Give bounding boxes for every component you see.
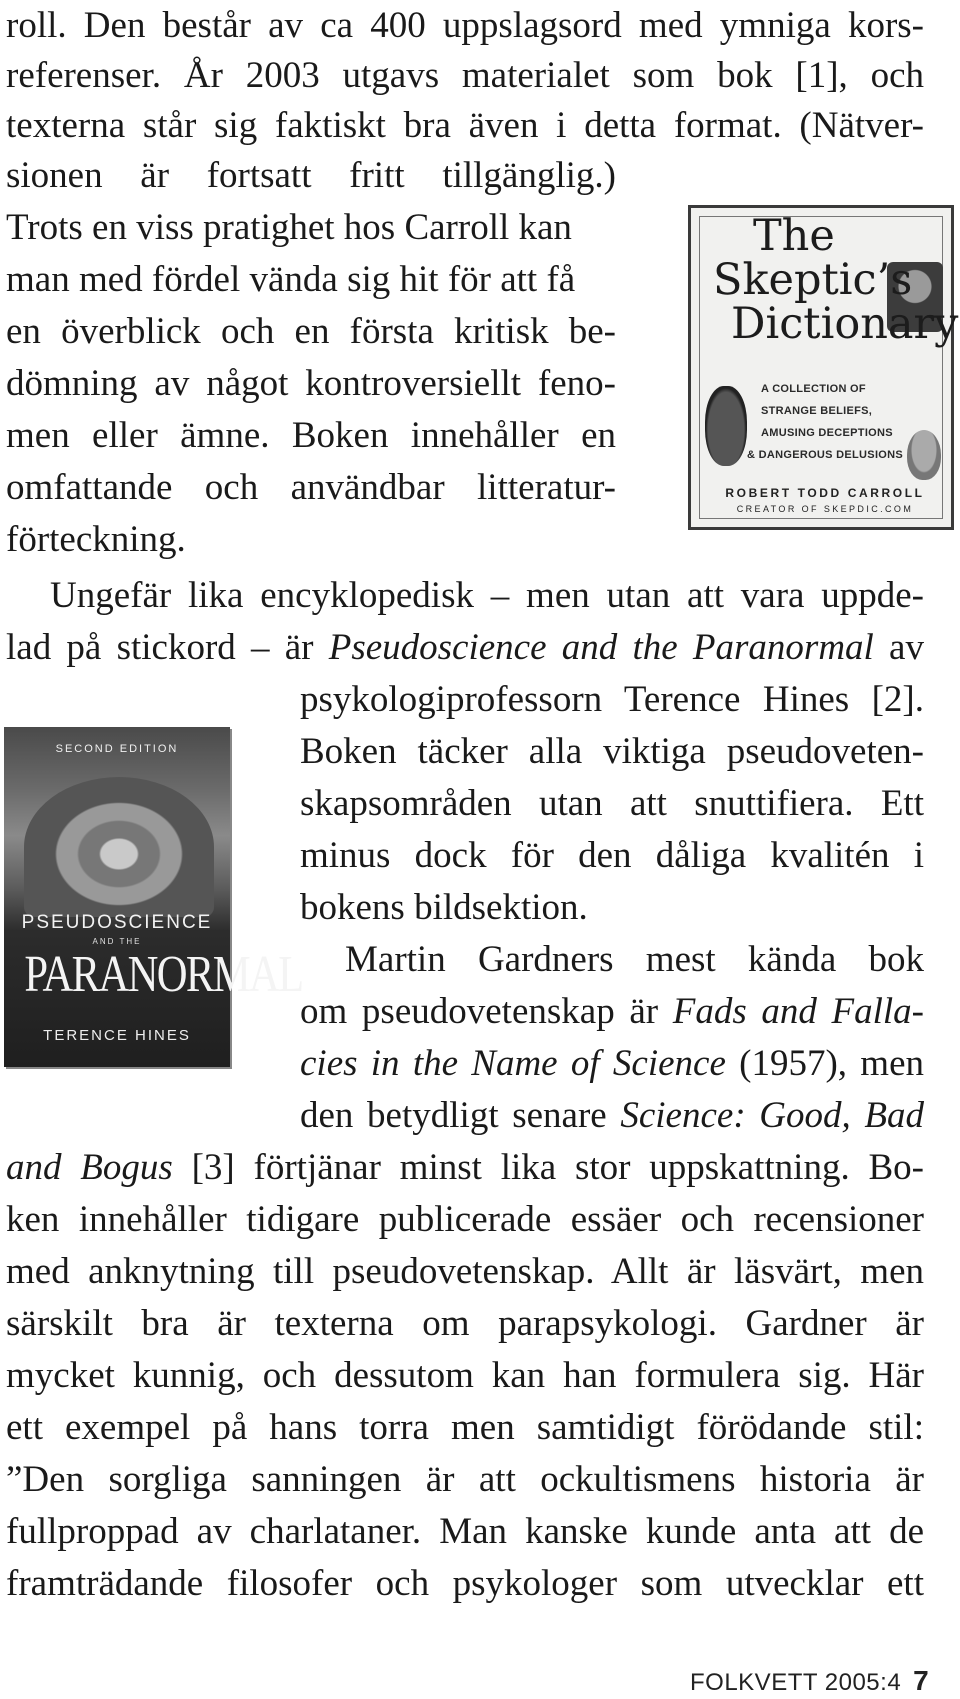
text-line: roll. Den består av ca 400 uppslagsord med ymniga kors- <box>6 5 924 46</box>
text-line: man med fördel vända sig hit för att få <box>6 259 576 300</box>
text-line: sionen är fortsatt fritt tillgänglig.) <box>6 155 616 196</box>
cover-author: ROBERT TODD CARROLL <box>725 486 925 500</box>
cover-title-line: PARANORMAL <box>24 946 303 1003</box>
text-line: Boken täcker alla viktiga pseudoveten- <box>300 731 924 772</box>
text-line: referenser. År 2003 utgavs materialet som bok [1], och <box>6 55 924 96</box>
text-line <box>6 1142 924 1194</box>
cover-subtitle-line: & DANGEROUS DELUSIONS <box>747 449 904 461</box>
text-line <box>300 1090 924 1142</box>
cover-subtitle-line: A COLLECTION OF <box>761 383 866 395</box>
cover-credit: CREATOR OF SKEPDIC.COM <box>736 504 914 514</box>
text-line <box>300 986 924 1038</box>
text-line: framträdande filosofer och psykologer som utvecklar ett <box>6 1563 924 1604</box>
text-span: den betydligt senare <box>300 1095 621 1136</box>
text-span: lad på stickord – är <box>6 627 329 668</box>
text-line: psykologiprofessorn Terence Hines [2]. <box>300 679 924 720</box>
cover-title-line: Dictionary <box>731 299 959 349</box>
cover-subtitle <box>747 378 941 466</box>
text-span: om pseudovetenskap är <box>300 991 673 1032</box>
text-line: men eller ämne. Boken innehåller en <box>6 415 616 456</box>
text-line: Ungefär lika encyklopedisk – men utan att vara uppde- <box>50 575 924 616</box>
text-line: ken innehåller tidigare publicerade essäer och recensioner <box>6 1199 924 1240</box>
text-line: med anknytning till pseudovetenskap. Allt är läsvärt, men <box>6 1251 924 1292</box>
cover-subtitle-line: STRANGE BELIEFS, <box>761 405 873 417</box>
cover-edition: SECOND EDITION <box>55 743 179 755</box>
cover-title-line: AND THE <box>92 937 142 946</box>
text-line: minus dock för den dåliga kvalitén i <box>300 835 924 876</box>
book-title-italic: Pseudoscience and the Paranormal <box>328 627 874 668</box>
text-line: förteckning. <box>6 519 186 560</box>
page-footer <box>690 1665 929 1697</box>
text-line: mycket kunnig, och dessutom kan han formulera sig. Här <box>6 1355 924 1396</box>
skeptics-dictionary-cover-image <box>688 205 959 530</box>
book-title-italic: Fads and Falla- <box>672 991 925 1032</box>
cover-title <box>701 211 959 349</box>
text-line: ”Den sorgliga sanningen är att ockultismens historia är <box>6 1459 924 1500</box>
cover-title-line: Skeptic’s <box>713 255 913 305</box>
text-line: skapsområden utan att snuttifiera. Ett <box>300 783 924 824</box>
book-title-italic: Science: Good, Bad <box>620 1095 924 1136</box>
shrunken-head-illustration <box>705 386 747 466</box>
text-line <box>6 622 924 674</box>
book-title-italic: cies in the Name of Science <box>300 1043 726 1084</box>
pseudoscience-paranormal-cover-image <box>4 727 303 1067</box>
text-line: bokens bildsektion. <box>300 887 588 928</box>
cover-eye-illustration <box>24 777 214 917</box>
text-line: ett exempel på hans torra men samtidigt förödande stil: <box>6 1407 924 1448</box>
text-line: fullproppad av charlataner. Man kanske kunde anta att de <box>6 1511 924 1552</box>
cover-author: TERENCE HINES <box>43 1027 191 1044</box>
cover-subtitle-line: AMUSING DECEPTIONS <box>761 427 893 439</box>
text-line: omfattande och användbar litteratur- <box>6 467 616 508</box>
text-span: (1957), men <box>725 1043 924 1084</box>
text-line: särskilt bra är texterna om parapsykologi. Gardner är <box>6 1303 924 1344</box>
text-line: Martin Gardners mest kända bok <box>345 939 924 980</box>
text-line: en överblick och en första kritisk be- <box>6 311 616 352</box>
cover-title-line: PSEUDOSCIENCE <box>21 912 213 933</box>
page-number: 7 <box>913 1665 930 1696</box>
text-line: dömning av något kontroversiellt feno- <box>6 363 616 404</box>
text-line: Trots en viss pratighet hos Carroll kan <box>6 207 572 248</box>
text-span: av <box>873 627 924 668</box>
text-line: texterna står sig faktiskt bra även i detta format. (Nätver- <box>6 105 924 146</box>
text-line <box>300 1038 924 1090</box>
book-title-italic: and Bogus <box>6 1147 173 1188</box>
text-span: [3] förtjänar minst lika stor uppskattning. Bo- <box>172 1147 924 1188</box>
cover-title-line: The <box>753 211 835 261</box>
journal-name: FOLKVETT 2005:4 <box>690 1669 902 1696</box>
